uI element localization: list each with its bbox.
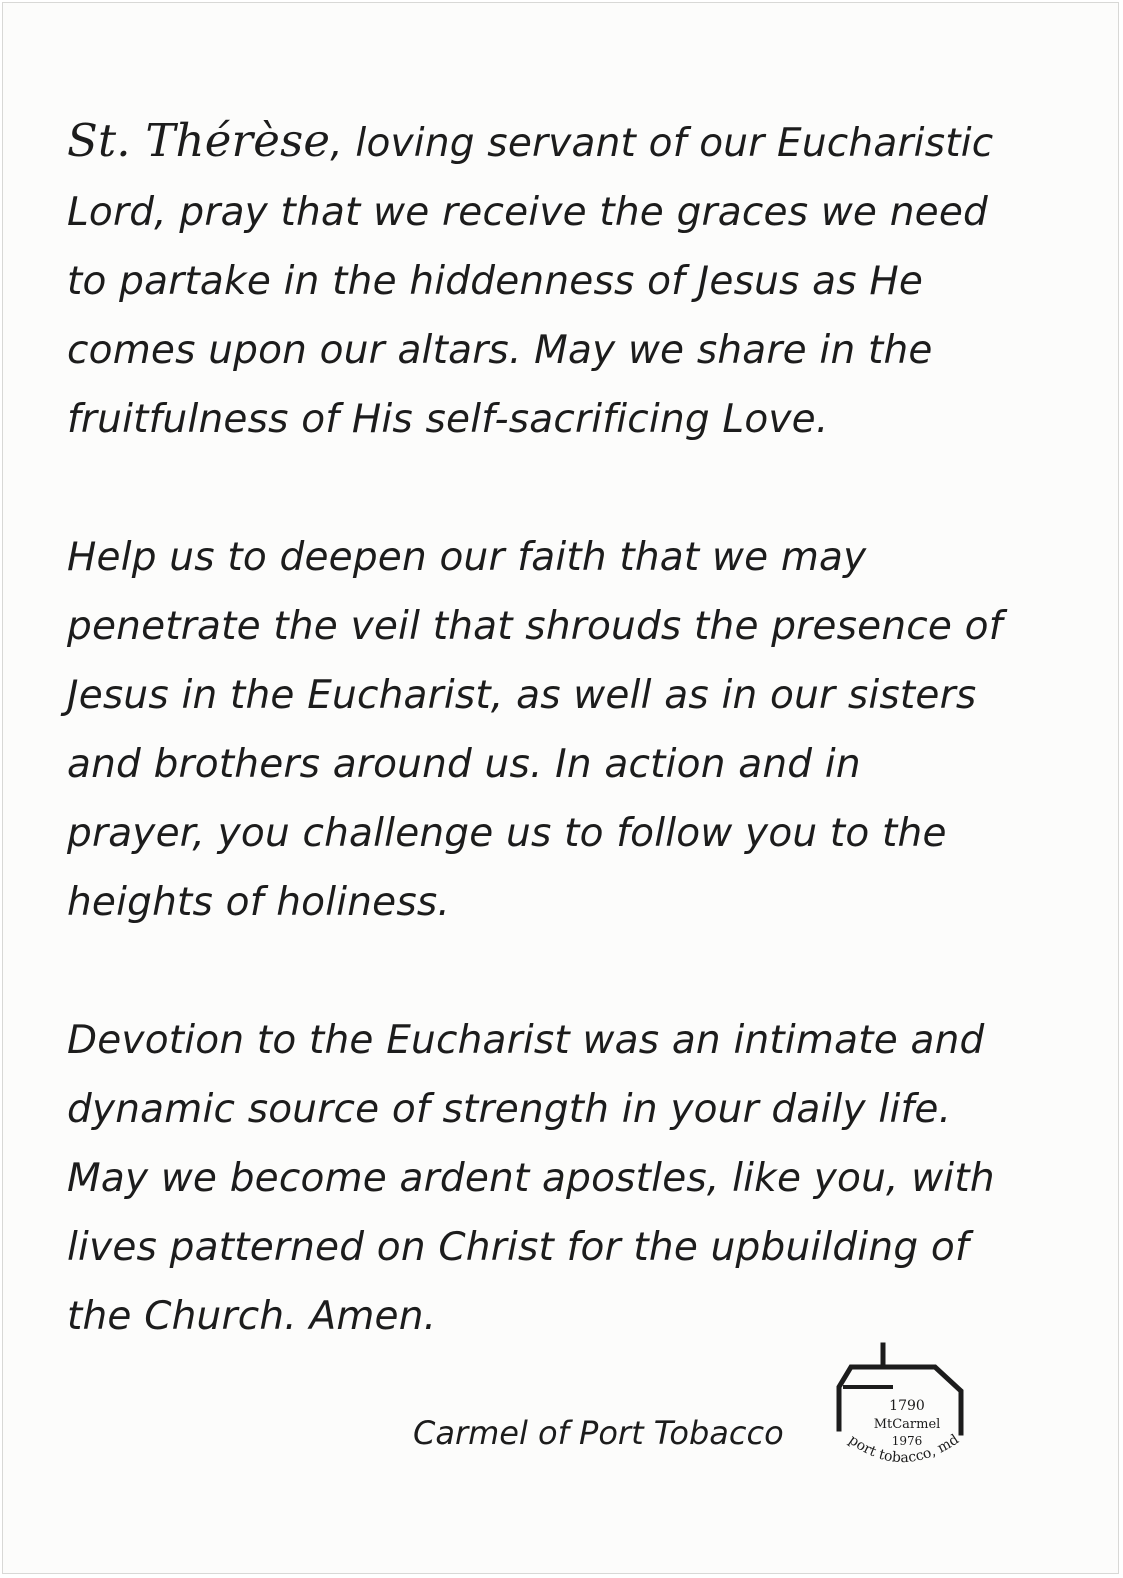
prayer-line: Jesus in the Eucharist, as well as in our sisters <box>67 673 977 718</box>
prayer-line: fruitfulness of His self-sacrificing Love. <box>67 397 829 442</box>
prayer-line: Devotion to the Eucharist was an intimate and <box>67 1018 985 1063</box>
prayer-line: and brothers around us. In action and in <box>67 742 861 787</box>
prayer-card <box>2 2 1119 1574</box>
prayer-paragraph-1 <box>67 106 1077 454</box>
seal-name: MtCarmel <box>873 1417 941 1432</box>
signature: Carmel of Port Tobacco <box>413 1414 784 1452</box>
seal-year-founded: 1790 <box>889 1398 925 1414</box>
prayer-line: dynamic source of strength in your daily life. <box>67 1087 952 1132</box>
saint-name: St. Thérèse <box>67 114 331 167</box>
prayer-line: Help us to deepen our faith that we may <box>67 535 867 580</box>
carmel-seal-logo <box>821 1337 991 1487</box>
prayer-paragraph-3 <box>67 1006 1077 1351</box>
prayer-line: heights of holiness. <box>67 880 451 925</box>
prayer-line: May we become ardent apostles, like you, with <box>67 1156 995 1201</box>
seal-year-restored: 1976 <box>891 1434 923 1448</box>
prayer-line: the Church. Amen. <box>67 1294 437 1339</box>
prayer-line: prayer, you challenge us to follow you to the <box>67 811 947 856</box>
seal-place: port tobacco, md <box>845 1431 962 1467</box>
prayer-paragraph-2 <box>67 523 1077 937</box>
prayer-line: St. Thérèse, loving servant of our Eucharistic <box>67 114 994 167</box>
prayer-line: penetrate the veil that shrouds the presence of <box>67 604 1003 649</box>
prayer-text <box>67 106 1077 1351</box>
prayer-line: Lord, pray that we receive the graces we need <box>67 190 988 235</box>
prayer-line: lives patterned on Christ for the upbuilding of <box>67 1225 969 1270</box>
prayer-line: comes upon our altars. May we share in the <box>67 328 933 373</box>
prayer-line: to partake in the hiddenness of Jesus as He <box>67 259 924 304</box>
